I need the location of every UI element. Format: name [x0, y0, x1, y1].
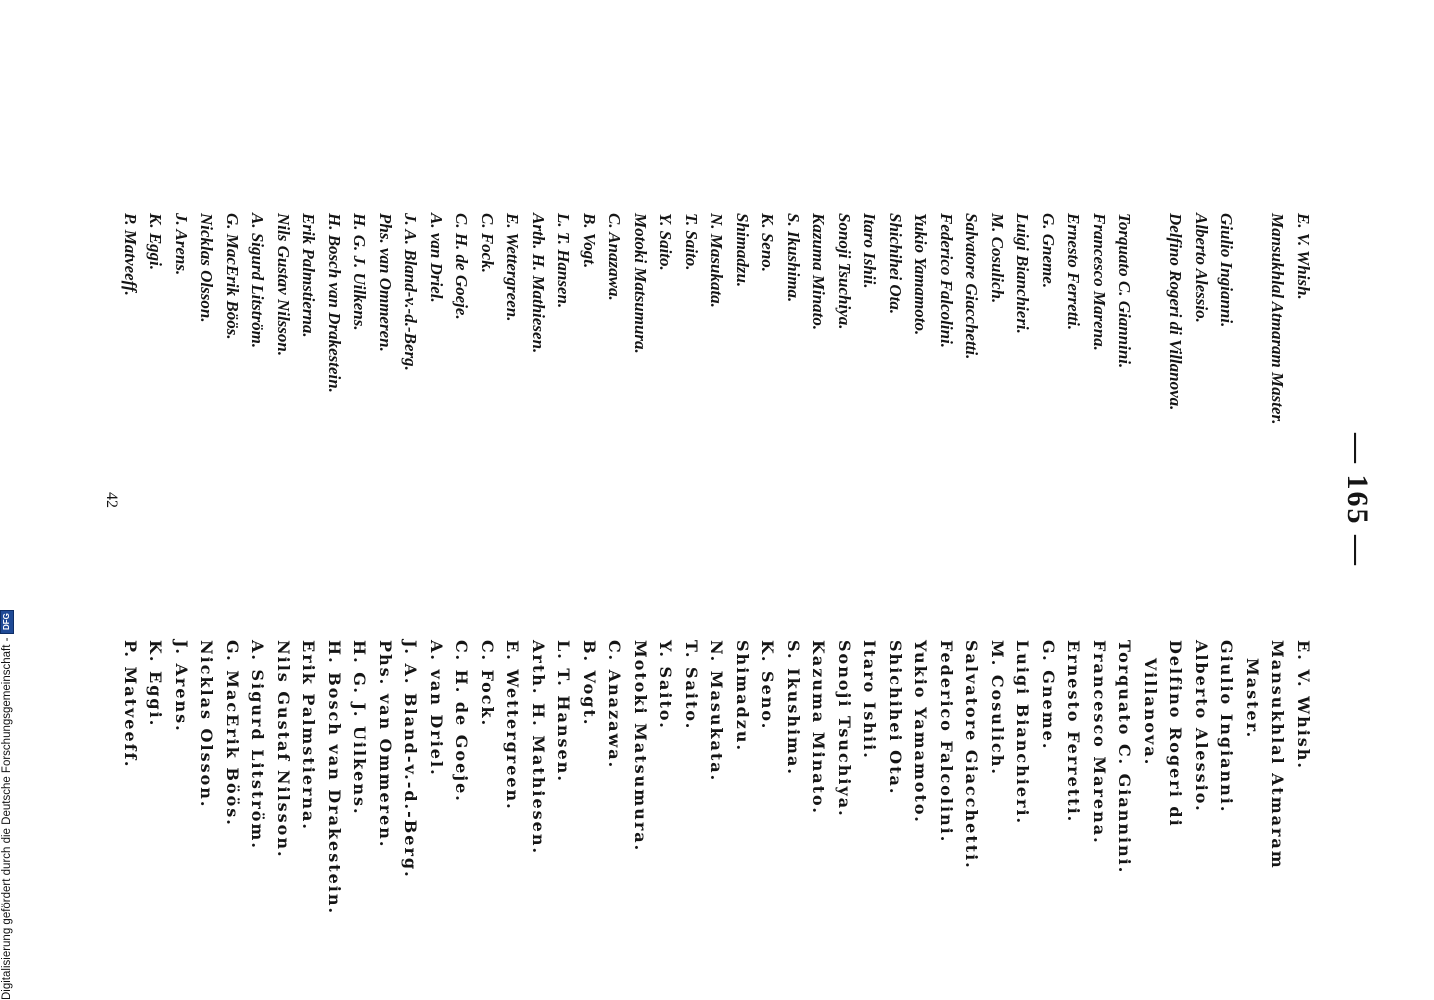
name-entry: A. van Driel.: [427, 640, 446, 777]
name-entry: Shichihei Ota.: [886, 640, 905, 796]
name-entry: Y. Saito.: [656, 213, 676, 271]
name-entry: G. MacErik Böös.: [223, 640, 242, 827]
name-entry: S. Ikushima.: [784, 640, 803, 776]
name-entry: K. Seno.: [758, 640, 778, 731]
name-entry: Ernesto Ferretti.: [1064, 213, 1084, 331]
name-entry: C. H. de Goeje.: [452, 213, 472, 320]
name-entry: A. Sigurd Litström.: [248, 640, 268, 850]
name-entry: Yukio Yamamoto.: [911, 213, 931, 336]
name-entry: Erik Palmstierna.: [299, 213, 319, 338]
name-entry: Nicklas Olsson.: [197, 640, 217, 809]
name-entry: Nils Gustaf Nilsson.: [274, 640, 293, 859]
name-entry: J. A. Bland-v.-d.-Berg.: [401, 213, 421, 371]
name-entry: Shichihei Ota.: [886, 213, 905, 315]
name-entry: Francesco Marena.: [1090, 640, 1109, 845]
name-entry: C. Fock.: [478, 213, 497, 273]
list-gap: [1240, 213, 1266, 593]
name-entry: Francesco Marena.: [1090, 213, 1109, 351]
name-entry: Shimadzu.: [733, 213, 752, 288]
name-entry: Sonoji Tsuchiya.: [835, 213, 854, 330]
name-entry: J. A. Bland-v.-d.-Berg.: [401, 640, 421, 879]
name-entry: J. Arens.: [172, 213, 191, 276]
name-entry: K. Seno.: [758, 213, 778, 273]
name-entry: Erik Palmstierna.: [299, 640, 319, 831]
name-entry: Giulio Ingianni.: [1217, 213, 1237, 328]
name-entry: Delfino Rogeri di Villanova.: [1166, 213, 1186, 411]
name-entry: S. Ikushima.: [784, 213, 803, 303]
name-entry: Mansukhlal Atmaram: [1268, 640, 1288, 870]
name-entry: Nils Gustav Nilsson.: [274, 213, 293, 357]
name-entry: Luigi Bianchieri.: [1013, 640, 1033, 826]
name-entry: J. Arens.: [172, 640, 191, 733]
name-entry: Torquato C. Giannini.: [1115, 640, 1135, 875]
name-entry: Motoki Matsumura.: [631, 213, 650, 354]
name-entry: Kazuma Minato.: [809, 213, 829, 331]
name-entry: M. Cosulich.: [988, 213, 1007, 304]
name-entry: Mansukhlal Atmaram Master.: [1268, 213, 1288, 425]
name-entry: H. Bosch van Drakestein.: [325, 640, 344, 916]
name-entry: E. V. Whish.: [1294, 640, 1313, 770]
name-entry: P. Matveeff.: [121, 640, 140, 769]
name-entry: G. Gneme.: [1039, 213, 1058, 289]
fraktur-name-column: [118, 640, 1317, 980]
name-entry: L. T. Hansen.: [554, 213, 574, 309]
name-entry: Giulio Ingianni.: [1217, 640, 1237, 814]
name-entry: E. V. Whish.: [1294, 213, 1313, 300]
name-entry: C. Anazawa.: [605, 640, 625, 770]
name-entry: H. Bosch van Drakestein.: [325, 213, 344, 393]
name-entry: T. Saito.: [682, 640, 701, 731]
name-entry: Villanova.: [1141, 658, 1160, 767]
name-entry: Arth. H. Mathiesen.: [529, 640, 548, 856]
name-entry: Kazuma Minato.: [809, 640, 829, 815]
name-entry: Arth. H. Mathiesen.: [529, 213, 548, 354]
name-entry: Phs. van Ommeren.: [376, 640, 395, 849]
name-entry: E. Wettergreen.: [503, 213, 523, 322]
name-entry: M. Cosulich.: [988, 640, 1007, 776]
name-entry: B. Vogt.: [580, 640, 599, 727]
digitization-notice-text: Digitalisierung gefördert durch die Deutsche Forschungsgemeinschaft -: [1, 637, 13, 1000]
name-entry: Delfino Rogeri di: [1166, 640, 1186, 828]
name-entry: Motoki Matsumura.: [631, 640, 650, 853]
name-entry: Nicklas Olsson.: [197, 213, 217, 323]
name-entry: K. Eggi.: [146, 640, 166, 728]
name-entry: Phs. van Ommeren.: [376, 213, 395, 352]
name-entry: B. Vogt.: [580, 213, 599, 269]
list-gap: [1138, 213, 1164, 593]
name-entry: Federico Falcolini.: [937, 213, 956, 349]
name-entry: Alberto Alessio.: [1192, 213, 1211, 323]
page-number-header: — 165 —: [1341, 433, 1374, 567]
name-entry: A. Sigurd Litström.: [248, 213, 268, 349]
name-entry: Master.: [1243, 658, 1262, 740]
digitization-notice: [0, 600, 14, 1000]
name-entry: H. G. J. Uilkens.: [350, 640, 370, 816]
name-entry: Federico Falcolini.: [937, 640, 956, 844]
name-entry: Salvatore Giacchetti.: [962, 213, 982, 360]
dfg-logo-icon: DFG: [0, 610, 14, 634]
name-entry: H. G. J. Uilkens.: [350, 213, 370, 331]
name-entry: Torquato C. Giannini.: [1115, 213, 1135, 369]
name-entry: P. Matveeff.: [121, 213, 140, 296]
name-entry: Itaro Ishii.: [860, 213, 880, 289]
name-entry: T. Saito.: [682, 213, 701, 271]
name-entry: L. T. Hansen.: [554, 640, 574, 783]
name-entry: Shimadzu.: [733, 640, 752, 753]
name-entry: K. Eggi.: [146, 213, 166, 271]
name-entry: Ernesto Ferretti.: [1064, 640, 1084, 824]
name-entry: G. MacErik Böös.: [223, 213, 242, 340]
name-entry: Sonoji Tsuchiya.: [835, 640, 854, 818]
name-entry: C. Anazawa.: [605, 213, 625, 301]
name-entry: C. H. de Goeje.: [452, 640, 472, 803]
name-entry: Luigi Bianchieri.: [1013, 213, 1033, 334]
name-entry: Itaro Ishii.: [860, 640, 880, 760]
name-entry: N. Masukata.: [707, 640, 727, 783]
name-entry: Yukio Yamamoto.: [911, 640, 931, 824]
name-entry: E. Wettergreen.: [503, 640, 523, 811]
name-entry: G. Gneme.: [1039, 640, 1058, 751]
latin-name-column: [118, 213, 1317, 593]
name-entry: Alberto Alessio.: [1192, 640, 1211, 813]
name-entry: Salvatore Giacchetti.: [962, 640, 982, 870]
name-entry: A. van Driel.: [427, 213, 446, 303]
folio-number: 42: [103, 492, 120, 508]
name-entry: C. Fock.: [478, 640, 497, 728]
name-entry: Y. Saito.: [656, 640, 676, 730]
name-entry: N. Masukata.: [707, 213, 727, 308]
